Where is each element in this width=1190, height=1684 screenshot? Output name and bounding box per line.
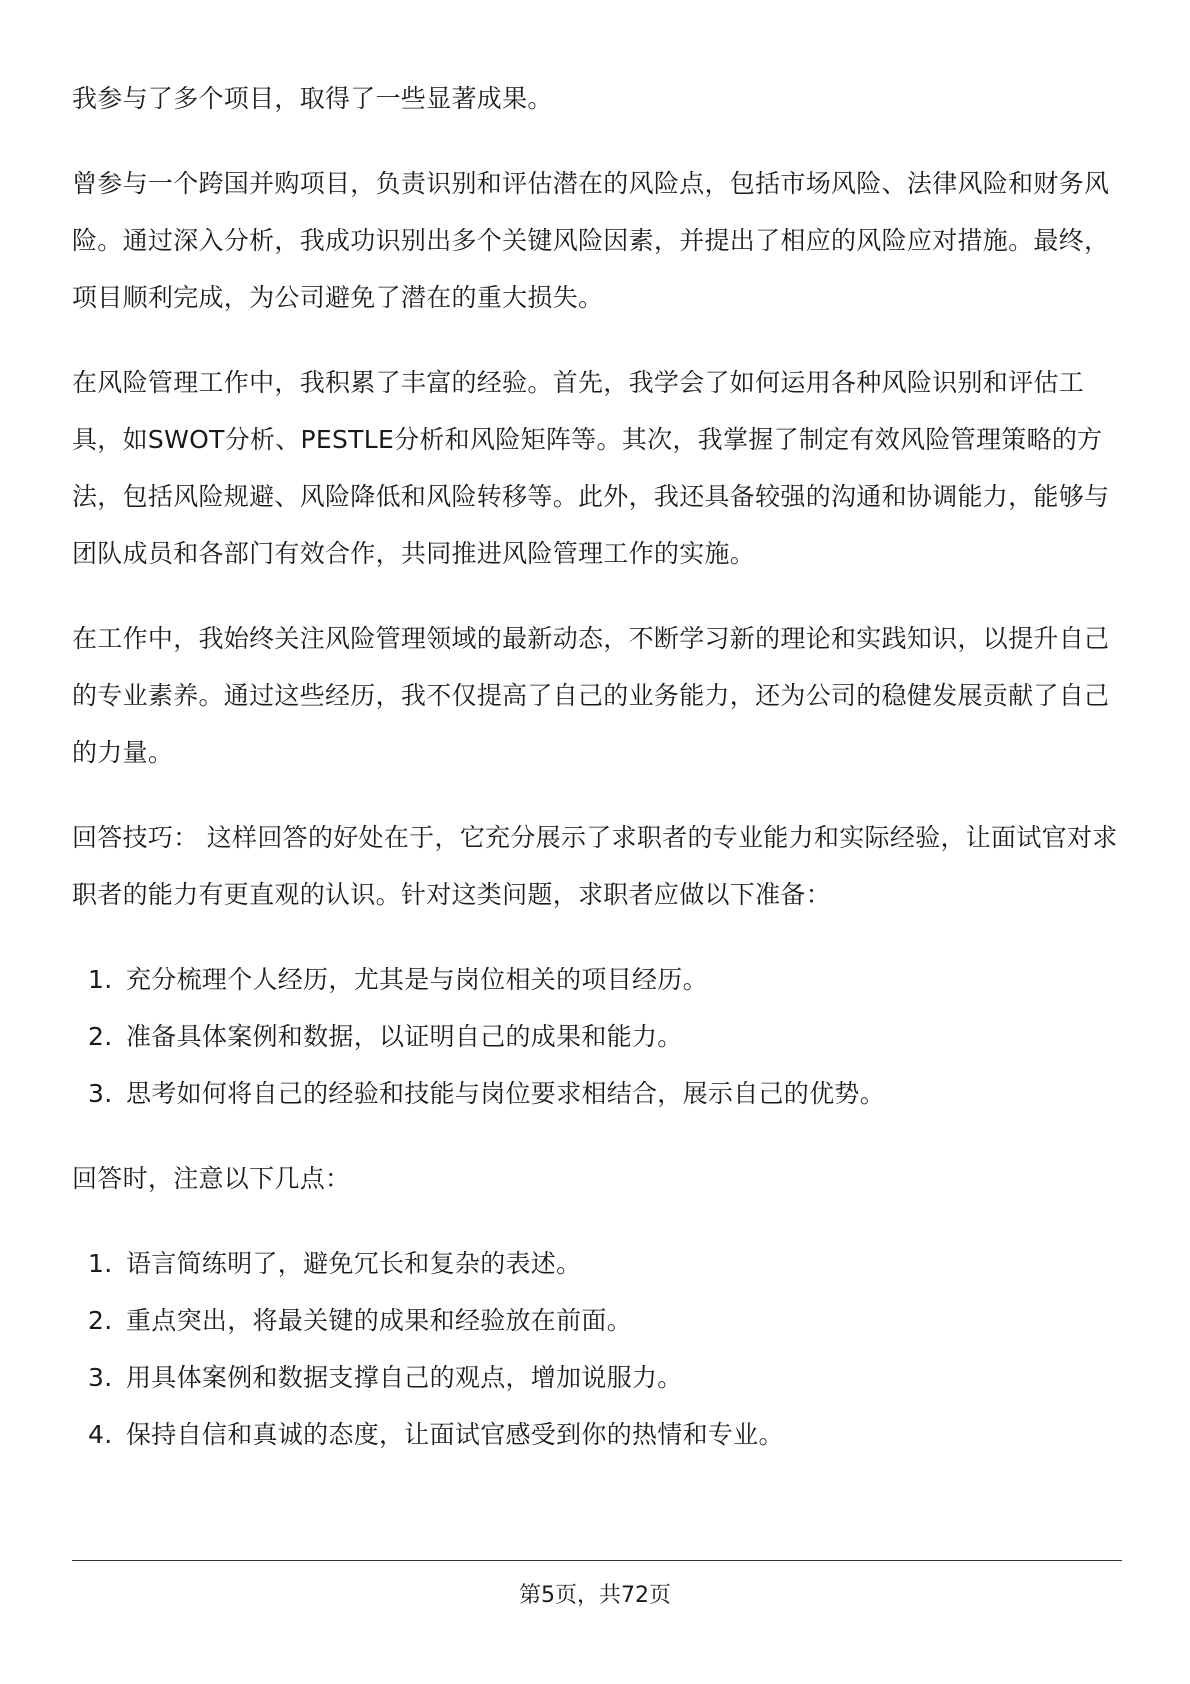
list-text: 思考如何将自己的经验和技能与岗位要求相结合，展示自己的优势。 [126,1079,886,1108]
paragraph-tips: 回答技巧： 这样回答的好处在于，它充分展示了求职者的专业能力和实际经验，让面试官对求职者的能力有更直观的认识。针对这类问题，求职者应做以下准备： [72,823,1118,909]
list-item [72,1065,1122,1122]
paragraph-experience: 在风险管理工作中，我积累了丰富的经验。首先，我学会了如何运用各种风险识别和评估工具，如SWOT分析、PESTLE分析和风险矩阵等。其次，我掌握了制定有效风险管理策略的方法，包括风险规避、风险降低和风险转移等。此外，我还具备较强的沟通和协调能力，能够与团队成员和各部门有效合作，共同推进风险管理工作的实施。 [72,368,1110,568]
paragraph-learning: 在工作中，我始终关注风险管理领域的最新动态，不断学习新的理论和实践知识，以提升自己的专业素养。通过这些经历，我不仅提高了自己的业务能力，还为公司的稳健发展贡献了自己的力量。 [72,624,1110,767]
list-text: 重点突出，将最关键的成果和经验放在前面。 [126,1306,633,1335]
notes-list [72,1235,1122,1463]
list-item [72,1292,1122,1349]
page-number: 第5页，共72页 [519,1583,671,1608]
list-item [72,1235,1122,1292]
list-number: 2. [88,1022,113,1051]
list-text: 准备具体案例和数据，以证明自己的成果和能力。 [126,1022,683,1051]
list-number: 3. [88,1363,113,1392]
list-number: 3. [88,1079,113,1108]
footer-divider [72,1560,1122,1561]
page-content [72,70,1122,1491]
notes-heading: 回答时，注意以下几点： [72,1164,351,1193]
list-item [72,1349,1122,1406]
list-item [72,1406,1122,1463]
list-item [72,1008,1122,1065]
list-number: 4. [88,1420,113,1449]
prep-list [72,951,1122,1122]
list-number: 2. [88,1306,113,1335]
list-number: 1. [88,965,113,994]
list-text: 语言简练明了，避免冗长和复杂的表述。 [126,1249,582,1278]
list-text: 充分梳理个人经历，尤其是与岗位相关的项目经历。 [126,965,708,994]
paragraph-project: 曾参与一个跨国并购项目，负责识别和评估潜在的风险点，包括市场风险、法律风险和财务风险。通过深入分析，我成功识别出多个关键风险因素，并提出了相应的风险应对措施。最终，项目顺利完成，为公司避免了潜在的重大损失。 [72,169,1110,312]
list-text: 保持自信和真诚的态度，让面试官感受到你的热情和专业。 [126,1420,784,1449]
paragraph-intro: 我参与了多个项目，取得了一些显著成果。 [72,84,553,113]
list-text: 用具体案例和数据支撑自己的观点，增加说服力。 [126,1363,683,1392]
list-item [72,951,1122,1008]
list-number: 1. [88,1249,113,1278]
